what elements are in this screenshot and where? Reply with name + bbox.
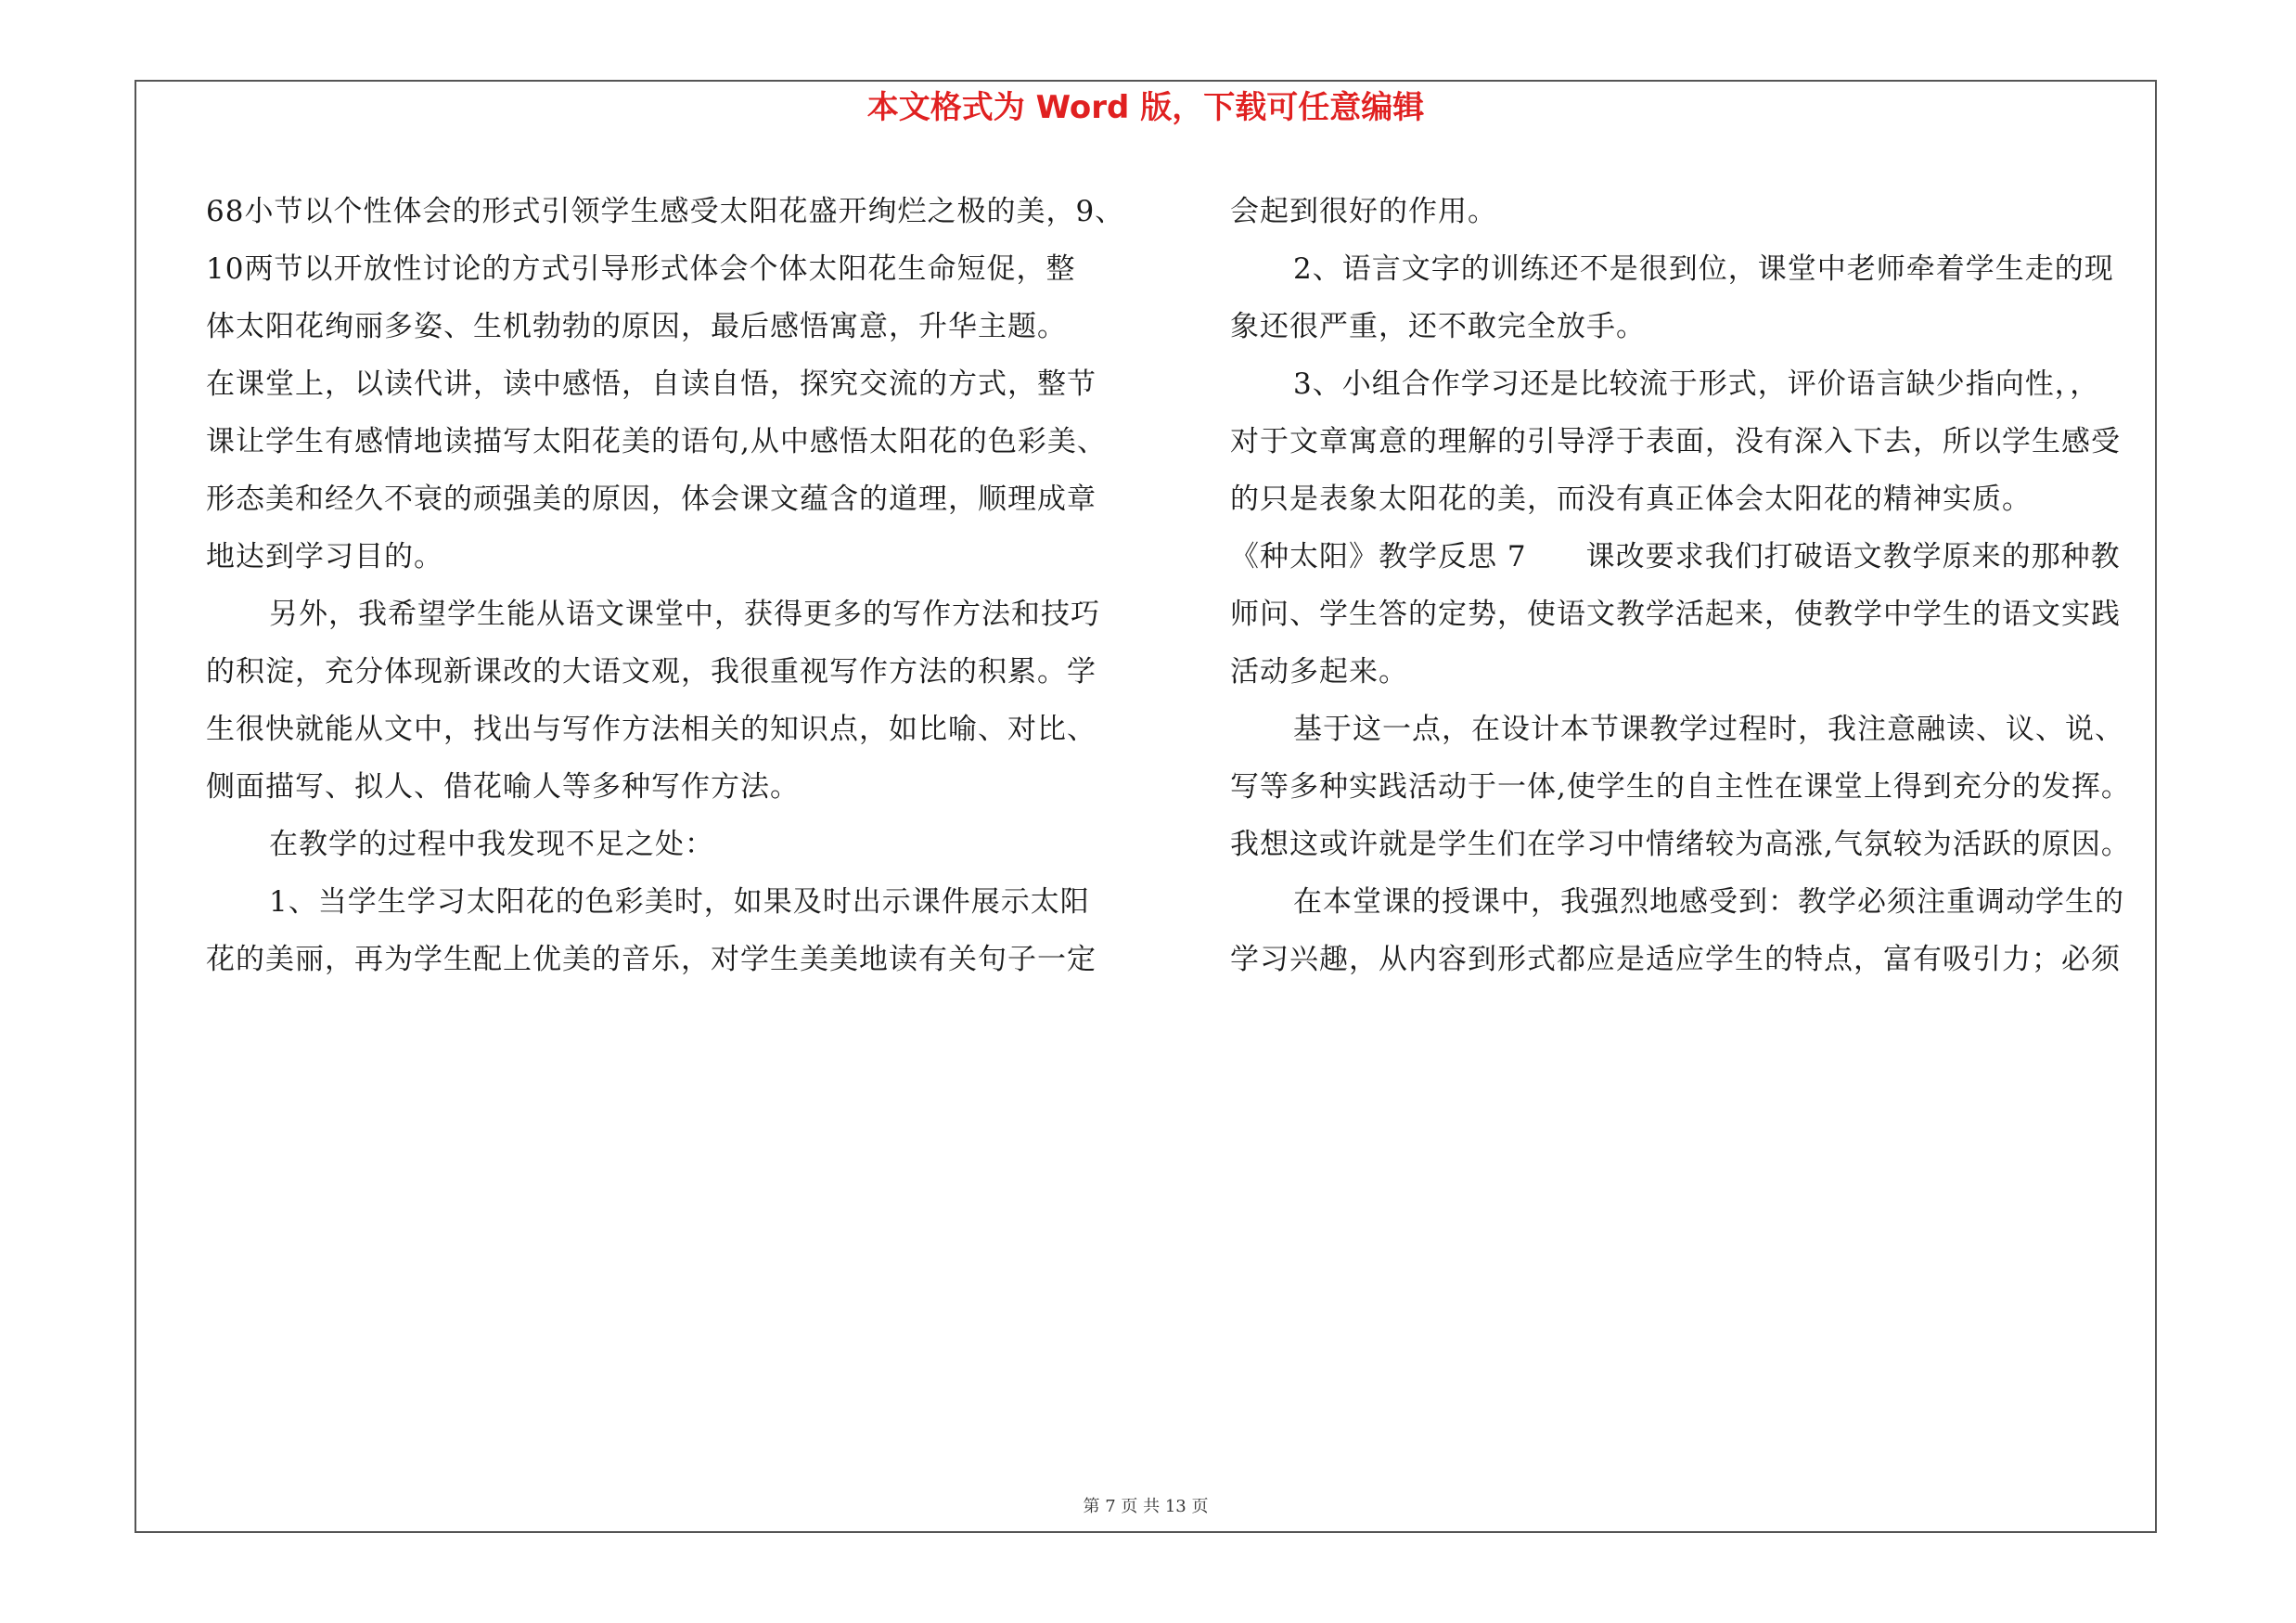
document-banner: 本文格式为 Word 版，下载可任意编辑 [866, 89, 1425, 126]
text-line: 的只是表象太阳花的美，而没有真正体会太阳花的精神实质。 [1230, 483, 2032, 516]
text-line: 1、当学生学习太阳花的色彩美时，如果及时出示课件展示太阳 [269, 885, 1090, 919]
text-line: 在本堂课的授课中，我强烈地感受到：教学必须注重调动学生的 [1293, 885, 2124, 919]
text-line: 学习兴趣，从内容到形式都应是适应学生的特点，富有吸引力；必须 [1230, 943, 2121, 976]
text-line: 活动多起来。 [1230, 655, 1408, 689]
text-line: 10两节以开放性讨论的方式引导形式体会个体太阳花生命短促，整 [206, 252, 1076, 286]
text-line: 会起到很好的作用。 [1230, 195, 1497, 228]
text-line: 体太阳花绚丽多姿、生机勃勃的原因，最后感悟寓意，升华主题。 [206, 310, 1067, 343]
text-line: 师问、学生答的定势，使语文教学活起来，使教学中学生的语文实践 [1230, 598, 2121, 631]
text-line: 课让学生有感情地读描写太阳花美的语句,从中感悟太阳花的色彩美、 [206, 425, 1107, 458]
text-line: 另外，我希望学生能从语文课堂中，获得更多的写作方法和技巧 [269, 598, 1100, 631]
text-line: 地达到学习目的。 [206, 540, 443, 573]
text-line: 对于文章寓意的理解的引导浮于表面，没有深入下去，所以学生感受 [1230, 425, 2121, 458]
text-line: 在课堂上，以读代讲，读中感悟，自读自悟，探究交流的方式，整节 [206, 367, 1097, 401]
text-line: 在教学的过程中我发现不足之处： [269, 828, 714, 861]
text-line: 花的美丽，再为学生配上优美的音乐，对学生美美地读有关句子一定 [206, 943, 1097, 976]
text-line: 我想这或许就是学生们在学习中情绪较为高涨,气氛较为活跃的原因。 [1230, 828, 2131, 861]
text-line: 形态美和经久不衰的顽强美的原因，体会课文蕴含的道理，顺理成章 [206, 483, 1097, 516]
text-line: 的积淀，充分体现新课改的大语文观，我很重视写作方法的积累。学 [206, 655, 1097, 689]
text-line: 写等多种实践活动于一体,使学生的自主性在课堂上得到充分的发挥。 [1230, 770, 2131, 804]
text-line: 基于这一点，在设计本节课教学过程时，我注意融读、议、说、 [1293, 713, 2124, 746]
text-line: 生很快就能从文中，找出与写作方法相关的知识点，如比喻、对比、 [206, 713, 1097, 746]
text-line: 《种太阳》教学反思 7 课改要求我们打破语文教学原来的那种教 [1230, 540, 2121, 573]
text-line: 3、小组合作学习还是比较流于形式，评价语言缺少指向性，， [1293, 367, 2100, 401]
text-line: 68小节以个性体会的形式引领学生感受太阳花盛开绚烂之极的美，9、 [206, 195, 1125, 228]
page-footer: 第 7 页 共 13 页 [1083, 1497, 1209, 1516]
text-line: 2、语言文字的训练还不是很到位，课堂中老师牵着学生走的现 [1293, 252, 2114, 286]
text-line: 侧面描写、拟人、借花喻人等多种写作方法。 [206, 770, 800, 804]
text-line: 象还很严重，还不敢完全放手。 [1230, 310, 1646, 343]
